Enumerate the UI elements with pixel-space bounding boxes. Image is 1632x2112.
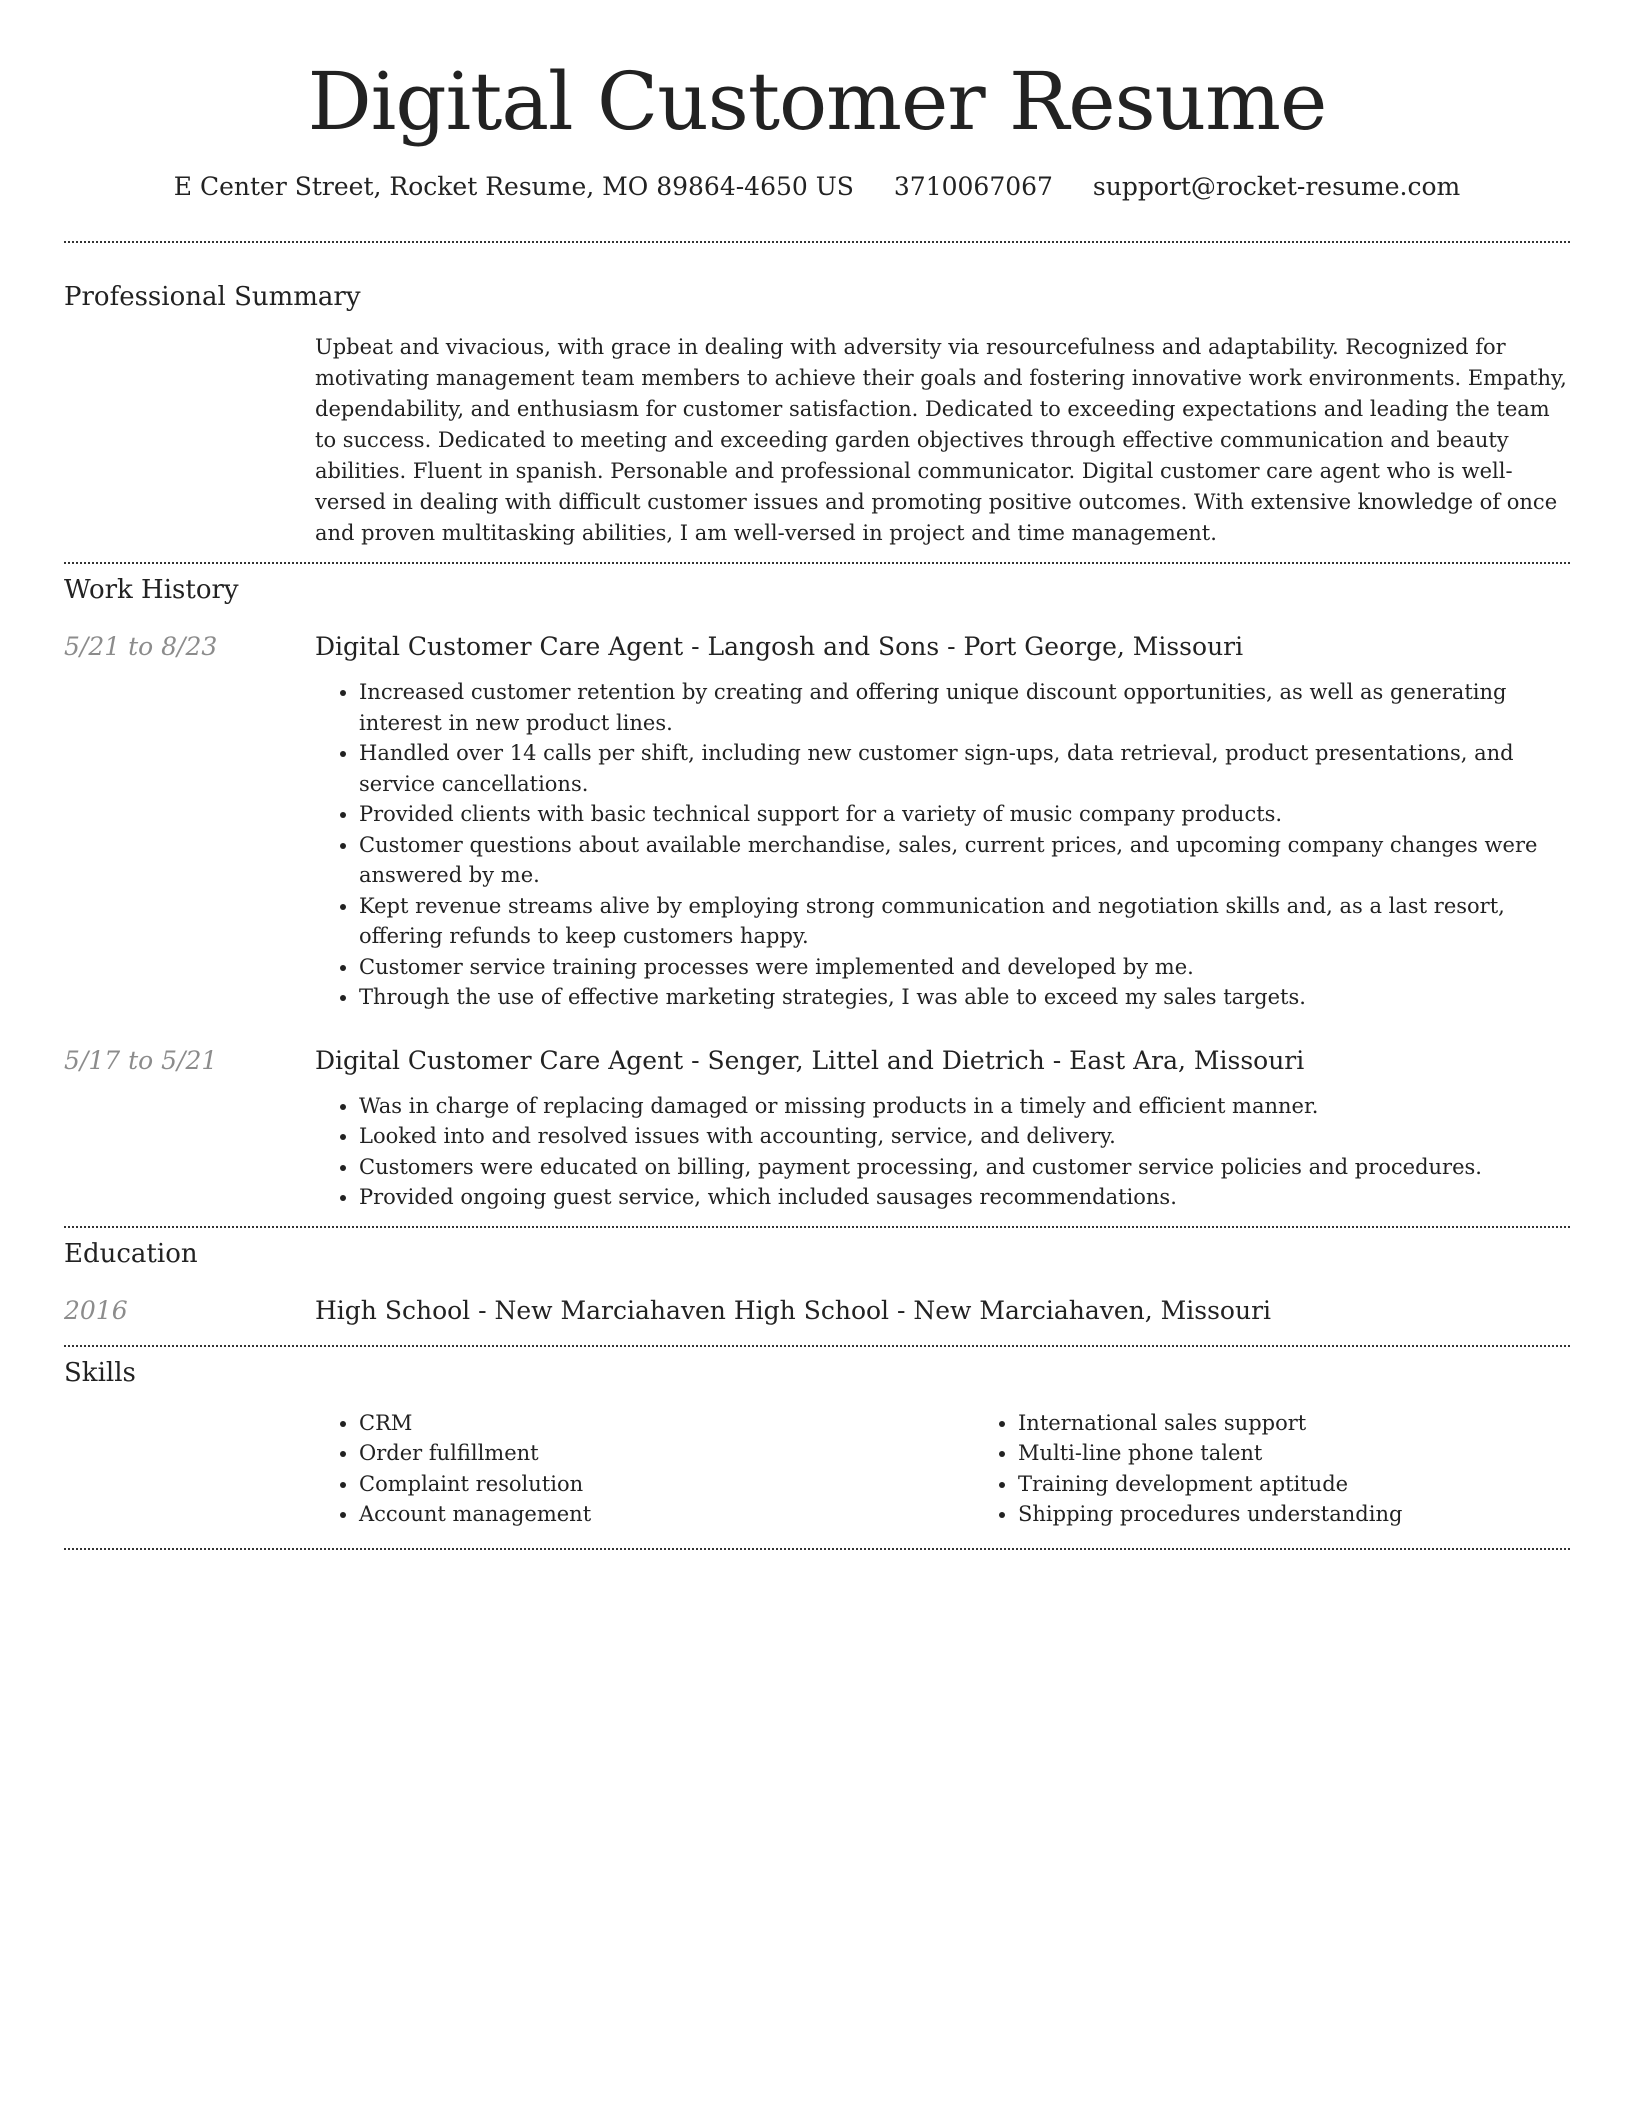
job-bullet: • Looked into and resolved issues with accounting, service, and delivery. bbox=[359, 1121, 1570, 1152]
contact-address: E Center Street, Rocket Resume, MO 89864-4650 US bbox=[173, 172, 854, 201]
skill-item: • Shipping procedures understanding bbox=[1018, 1499, 1632, 1530]
job-body bbox=[315, 1044, 1570, 1213]
job-bullet: • Customer questions about available merchandise, sales, current prices, and upcoming company changes were answered by me. bbox=[359, 830, 1570, 891]
section-divider bbox=[64, 1548, 1570, 1550]
section-divider bbox=[64, 241, 1570, 243]
job-bullet: • Provided clients with basic technical support for a variety of music company products. bbox=[359, 799, 1570, 830]
section-divider bbox=[64, 1345, 1570, 1347]
education-title: High School - New Marciahaven High School - New Marciahaven, Missouri bbox=[315, 1295, 1272, 1325]
job-bullet: • Increased customer retention by creating and offering unique discount opportunities, as well as generating interest in new product lines. bbox=[359, 677, 1570, 738]
job-bullet: • Customers were educated on billing, payment processing, and customer service policies and procedures. bbox=[359, 1152, 1570, 1183]
job-dates: 5/17 to 5/21 bbox=[64, 1045, 218, 1075]
job-dates: 5/21 to 8/23 bbox=[64, 632, 218, 661]
job-bullet: • Handled over 14 calls per shift, including new customer sign-ups, data retrieval, product presentations, and service cancellations. bbox=[359, 738, 1570, 799]
job-title: Digital Customer Care Agent - Senger, Littel and Dietrich - East Ara, Missouri bbox=[315, 1045, 1305, 1075]
contact-phone: 3710067067 bbox=[893, 172, 1053, 201]
skills-section bbox=[64, 1356, 1570, 1530]
skills-list-left bbox=[315, 1408, 974, 1530]
skill-item: • Order fulfillment bbox=[359, 1438, 974, 1469]
skills-list-right bbox=[974, 1408, 1632, 1530]
skills-columns bbox=[315, 1408, 1570, 1530]
resume-name: Digital Customer Resume bbox=[307, 55, 1327, 148]
education-heading: Education bbox=[64, 1238, 198, 1269]
job-bullet: • Customer service training processes were implemented and developed by me. bbox=[359, 952, 1570, 983]
job-bullet: • Provided ongoing guest service, which included sausages recommendations. bbox=[359, 1182, 1570, 1213]
contact-email: support@rocket-resume.com bbox=[1092, 172, 1461, 201]
job-bullet: • Kept revenue streams alive by employing strong communication and negotiation skills and, as a last resort, offering refunds to keep customers happy. bbox=[359, 891, 1570, 952]
skill-item: • Multi-line phone talent bbox=[1018, 1438, 1632, 1469]
job-bullets bbox=[315, 1091, 1570, 1213]
skill-item: • CRM bbox=[359, 1408, 974, 1439]
contact-line bbox=[64, 170, 1570, 204]
summary-text: Upbeat and vivacious, with grace in dealing with adversity via resourcefulness and adaptability. Recognized for motivating management team members to achieve their goals and fostering innovative work environments. Empathy, dependability, and enthusiasm for customer satisfaction. Dedicated to exceeding expectations and leading the team to success. Dedicated to meeting and exceeding garden objectives through effective communication and beauty abilities. Fluent in spanish. Personable and professional communicator. Digital customer care agent who is well-versed in dealing with difficult customer issues and promoting positive outcomes. With extensive knowledge of once and proven multitasking abilities, I am well-versed in project and time management. bbox=[315, 335, 1567, 545]
job-bullet: • Through the use of effective marketing strategies, I was able to exceed my sales targets. bbox=[359, 982, 1570, 1013]
job-bullet: • Was in charge of replacing damaged or missing products in a timely and efficient manner. bbox=[359, 1091, 1570, 1122]
education-year: 2016 bbox=[64, 1295, 128, 1325]
section-divider bbox=[64, 562, 1570, 564]
section-divider bbox=[64, 1226, 1570, 1228]
skill-item: • International sales support bbox=[1018, 1408, 1632, 1439]
education-entry bbox=[64, 1294, 1570, 1328]
job-entry bbox=[64, 630, 1570, 1013]
education-body bbox=[315, 1294, 1570, 1328]
resume-page bbox=[64, 0, 1570, 1550]
work-history-section bbox=[64, 573, 1570, 1213]
skill-item: • Account management bbox=[359, 1499, 974, 1530]
summary-heading: Professional Summary bbox=[64, 282, 361, 312]
job-title: Digital Customer Care Agent - Langosh and Sons - Port George, Missouri bbox=[315, 632, 1244, 661]
job-bullets bbox=[315, 677, 1570, 1013]
summary-section bbox=[64, 280, 1570, 549]
job-body bbox=[315, 630, 1570, 1013]
education-section bbox=[64, 1237, 1570, 1328]
job-entry bbox=[64, 1044, 1570, 1213]
work-history-heading: Work History bbox=[64, 575, 239, 605]
skill-item: • Complaint resolution bbox=[359, 1469, 974, 1500]
skill-item: • Training development aptitude bbox=[1018, 1469, 1632, 1500]
skills-heading: Skills bbox=[64, 1357, 136, 1388]
